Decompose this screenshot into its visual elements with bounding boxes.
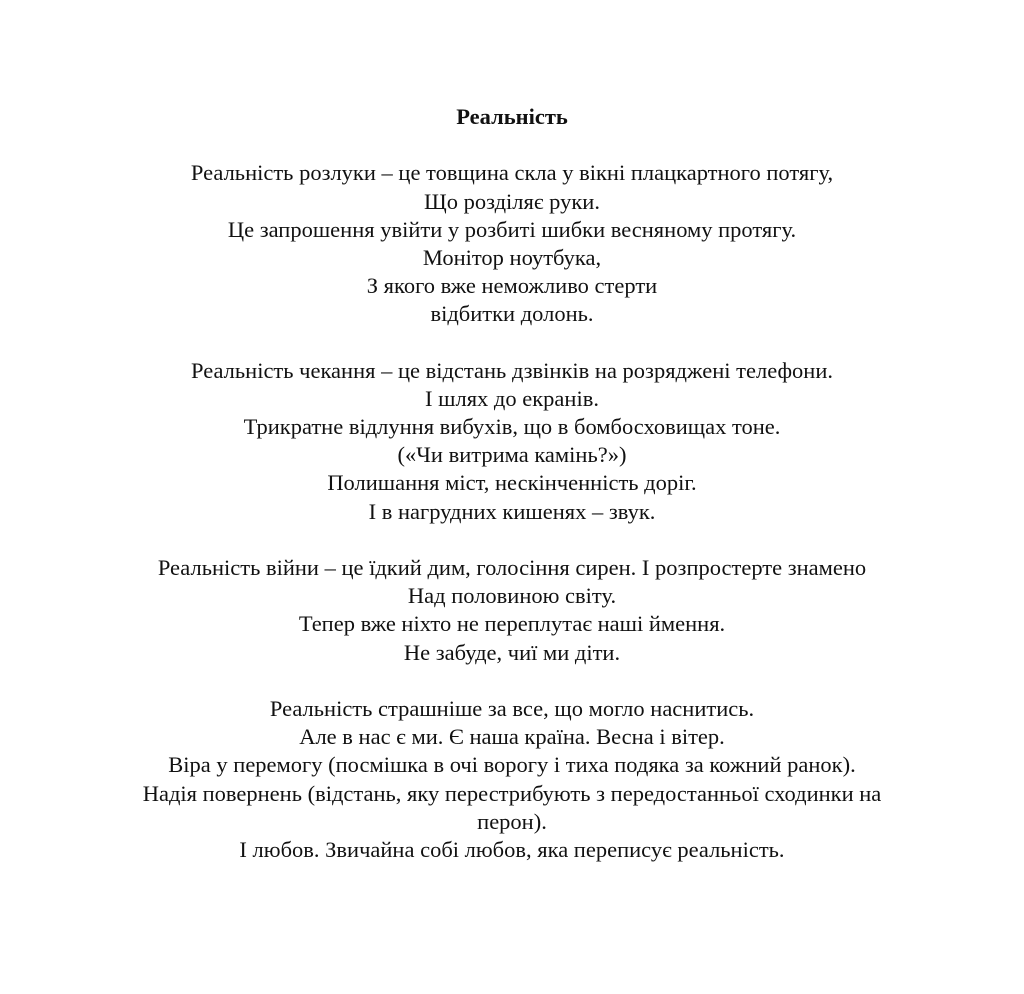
stanza-gap [0, 329, 1024, 357]
stanza-4 [0, 695, 1024, 864]
poem-line: перон). [477, 808, 547, 834]
poem-line: Трикратне відлуння вибухів, що в бомбосховищах тоне. [243, 414, 781, 440]
poem-line: («Чи витрима камінь?») [397, 442, 627, 468]
stanza-3 [0, 554, 1024, 667]
poem-line: Віра у перемогу (посмішка в очі ворогу і тиха подяка за кожний ранок). [168, 752, 856, 778]
poem-line: Над половиною світу. [407, 583, 617, 609]
poem-line: Надія повернень (відстань, яку перестрибують з передостанньої сходинки на [142, 780, 882, 806]
stanza-gap [0, 526, 1024, 554]
poem-line: Це запрошення увійти у розбиті шибки весняному протягу. [227, 216, 797, 242]
poem-line: Що розділяє руки. [424, 188, 600, 214]
poem-title: Реальність [456, 104, 568, 129]
poem-line: відбитки долонь. [430, 301, 594, 327]
poem-line: З якого вже неможливо стерти [366, 273, 658, 299]
poem-line: Монітор ноутбука, [422, 244, 602, 270]
stanza-1 [0, 159, 1024, 328]
spacer [0, 131, 1024, 159]
poem-body [0, 159, 1024, 864]
poem-line: Але в нас є ми. Є наша країна. Весна і вітер. [299, 724, 725, 750]
poem-line: Тепер вже ніхто не переплутає наші ймення. [298, 611, 726, 637]
poem-line: Реальність розлуки – це товщина скла у вікні плацкартного потягу, [190, 160, 834, 186]
poem-line: І шлях до екранів. [425, 385, 599, 411]
stanza-gap [0, 667, 1024, 695]
poem-line: Реальність страшніше за все, що могло наснитись. [269, 695, 755, 721]
poem-line: Реальність війни – це їдкий дим, голосіння сирен. І розпростерте знамено [157, 555, 867, 580]
poem-document [0, 103, 1024, 864]
poem-line: Реальність чекання – це відстань дзвінків на розряджені телефони. [191, 357, 833, 383]
poem-line: І любов. Звичайна собі любов, яка переписує реальність. [239, 836, 785, 862]
poem-line: Не забуде, чиї ми діти. [403, 639, 621, 665]
stanza-2 [0, 357, 1024, 526]
poem-line: І в нагрудних кишенях – звук. [368, 498, 656, 524]
poem-line: Полишання міст, нескінченність доріг. [327, 470, 697, 496]
